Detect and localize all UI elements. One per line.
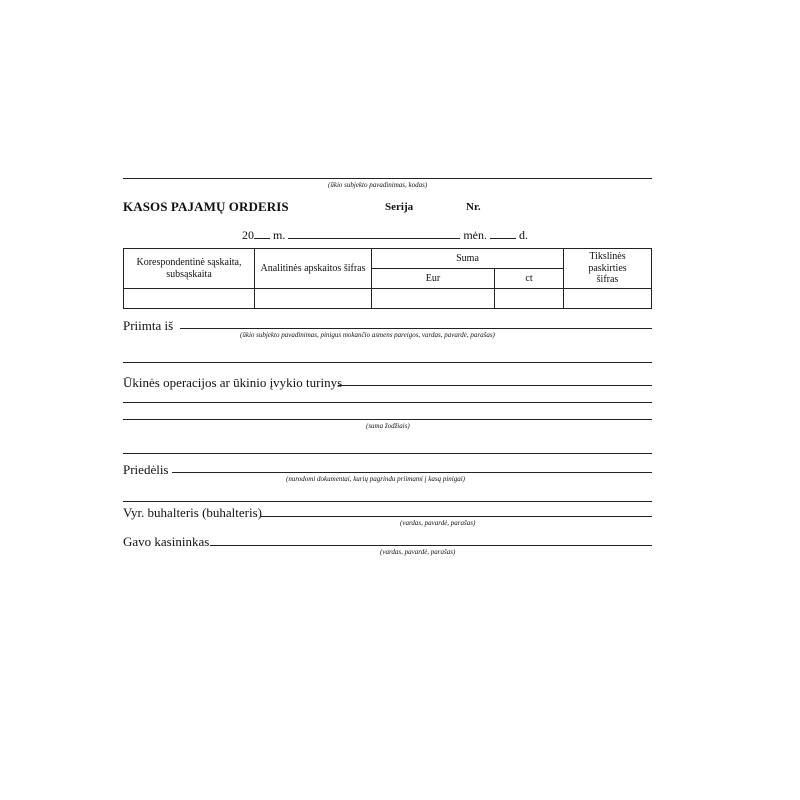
amount-words-caption: (suma žodžiais) — [366, 422, 410, 430]
year-blank[interactable] — [254, 228, 270, 239]
cell-analytic[interactable] — [254, 288, 372, 309]
entity-caption: (ūkio subjekto pavadinimas, kodas) — [328, 181, 428, 189]
amount-words-line-2[interactable] — [123, 453, 652, 454]
series-label: Serija — [385, 201, 414, 213]
header-sum: Suma — [371, 248, 564, 269]
received-from-caption: (ūkio subjekto pavadinimas, pinigus mokančio asmens pareigos, vardas, pavardė, parašas) — [240, 331, 495, 339]
header-ct: ct — [494, 268, 564, 289]
attachment-label: Priedėlis — [123, 462, 169, 477]
amount-words-line[interactable] — [123, 419, 652, 420]
year-suffix: m. — [273, 228, 286, 242]
cashier-caption: (vardas, pavardė, parašas) — [380, 548, 456, 556]
header-purpose: Tikslinės paskirties šifras — [563, 248, 652, 289]
chief-accountant-caption: (vardas, pavardė, parašas) — [400, 519, 476, 527]
operation-line[interactable] — [338, 385, 652, 386]
entity-line — [123, 178, 652, 179]
cell-ct[interactable] — [494, 288, 564, 309]
cashier-line[interactable] — [210, 545, 652, 546]
date-line — [242, 228, 528, 243]
header-account: Korespondentinė sąskaita, subsąskaita — [123, 248, 255, 289]
attachment-line[interactable] — [172, 472, 652, 473]
month-blank[interactable] — [288, 228, 460, 239]
received-from-line[interactable] — [180, 328, 652, 329]
chief-accountant-line[interactable] — [260, 516, 652, 517]
day-label: d. — [519, 228, 529, 242]
operation-line-2[interactable] — [123, 402, 652, 403]
cashier-label: Gavo kasininkas — [123, 534, 210, 549]
month-label: mėn. — [463, 228, 488, 242]
year-prefix: 20 — [242, 228, 254, 242]
number-label: Nr. — [466, 201, 481, 213]
cell-account[interactable] — [123, 288, 255, 309]
attachment-line-2[interactable] — [123, 501, 652, 502]
attachment-caption: (nurodomi dokumentai, kurių pagrindu priimami į kasą pinigai) — [286, 475, 466, 483]
day-blank[interactable] — [490, 228, 516, 239]
chief-accountant-label: Vyr. buhalteris (buhalteris) — [123, 505, 262, 520]
form-title: KASOS PAJAMŲ ORDERIS — [123, 199, 289, 214]
cell-eur[interactable] — [371, 288, 495, 309]
cell-purpose[interactable] — [563, 288, 652, 309]
received-from-line-2[interactable] — [123, 362, 652, 363]
received-from-label: Priimta iš — [123, 318, 174, 333]
header-eur: Eur — [371, 268, 495, 289]
header-analytic: Analitinės apskaitos šifras — [254, 248, 372, 289]
operation-label: Ūkinės operacijos ar ūkinio įvykio turinys — [123, 375, 343, 390]
